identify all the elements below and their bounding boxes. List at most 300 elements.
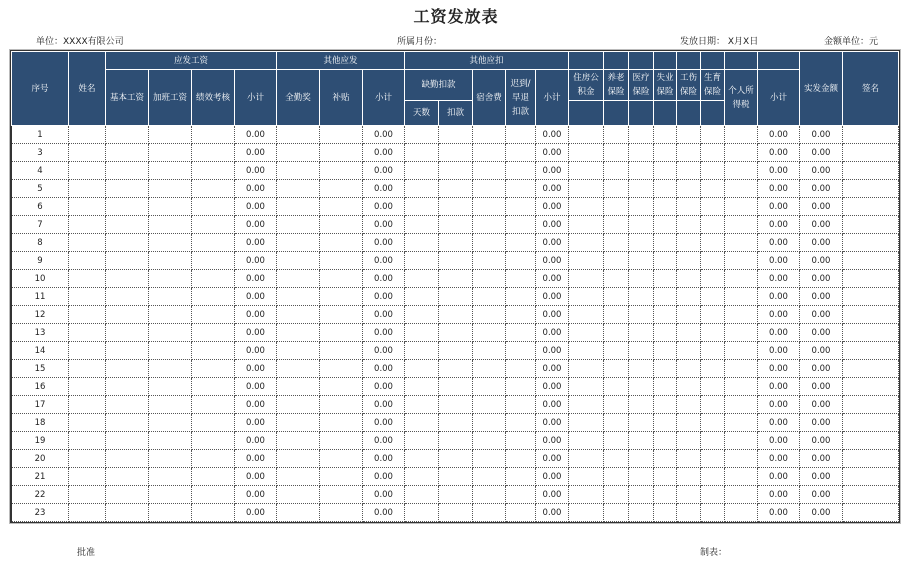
cell-subtotal[interactable]: 0.00 (536, 486, 569, 504)
cell-empty[interactable] (654, 342, 677, 360)
cell-empty[interactable] (677, 180, 701, 198)
cell-subtotal[interactable]: 0.00 (536, 198, 569, 216)
cell-empty[interactable] (506, 432, 536, 450)
cell-empty[interactable] (69, 288, 106, 306)
cell-net-pay[interactable]: 0.00 (800, 378, 843, 396)
cell-seq[interactable]: 5 (12, 180, 69, 198)
cell-empty[interactable] (69, 432, 106, 450)
cell-net-pay[interactable]: 0.00 (800, 234, 843, 252)
cell-subtotal[interactable]: 0.00 (758, 216, 800, 234)
cell-empty[interactable] (473, 252, 506, 270)
cell-empty[interactable] (701, 180, 725, 198)
cell-empty[interactable] (506, 324, 536, 342)
cell-subtotal[interactable]: 0.00 (363, 468, 405, 486)
cell-empty[interactable] (701, 270, 725, 288)
cell-empty[interactable] (106, 342, 149, 360)
cell-empty[interactable] (277, 342, 320, 360)
cell-empty[interactable] (506, 306, 536, 324)
cell-empty[interactable] (725, 504, 758, 522)
cell-empty[interactable] (701, 198, 725, 216)
cell-empty[interactable] (843, 288, 899, 306)
cell-empty[interactable] (106, 180, 149, 198)
cell-subtotal[interactable]: 0.00 (536, 324, 569, 342)
cell-subtotal[interactable]: 0.00 (363, 504, 405, 522)
cell-empty[interactable] (506, 252, 536, 270)
cell-empty[interactable] (506, 486, 536, 504)
cell-empty[interactable] (569, 324, 604, 342)
cell-empty[interactable] (654, 432, 677, 450)
cell-empty[interactable] (149, 162, 192, 180)
cell-subtotal[interactable]: 0.00 (536, 270, 569, 288)
cell-subtotal[interactable]: 0.00 (235, 180, 277, 198)
cell-net-pay[interactable]: 0.00 (800, 342, 843, 360)
cell-empty[interactable] (106, 216, 149, 234)
cell-empty[interactable] (629, 324, 654, 342)
cell-empty[interactable] (629, 486, 654, 504)
cell-empty[interactable] (192, 288, 235, 306)
cell-subtotal[interactable]: 0.00 (536, 216, 569, 234)
cell-empty[interactable] (320, 198, 363, 216)
cell-empty[interactable] (439, 288, 473, 306)
cell-empty[interactable] (604, 324, 629, 342)
cell-empty[interactable] (677, 126, 701, 144)
cell-empty[interactable] (843, 306, 899, 324)
cell-subtotal[interactable]: 0.00 (536, 468, 569, 486)
cell-empty[interactable] (629, 180, 654, 198)
cell-empty[interactable] (725, 468, 758, 486)
cell-empty[interactable] (192, 144, 235, 162)
cell-seq[interactable]: 17 (12, 396, 69, 414)
cell-empty[interactable] (654, 126, 677, 144)
cell-empty[interactable] (192, 198, 235, 216)
cell-subtotal[interactable]: 0.00 (235, 360, 277, 378)
cell-subtotal[interactable]: 0.00 (235, 378, 277, 396)
cell-net-pay[interactable]: 0.00 (800, 450, 843, 468)
cell-subtotal[interactable]: 0.00 (536, 450, 569, 468)
cell-empty[interactable] (604, 198, 629, 216)
cell-empty[interactable] (106, 414, 149, 432)
cell-empty[interactable] (405, 360, 439, 378)
cell-empty[interactable] (701, 216, 725, 234)
cell-subtotal[interactable]: 0.00 (758, 450, 800, 468)
cell-subtotal[interactable]: 0.00 (758, 342, 800, 360)
cell-empty[interactable] (843, 414, 899, 432)
cell-empty[interactable] (725, 432, 758, 450)
cell-empty[interactable] (629, 378, 654, 396)
cell-empty[interactable] (629, 306, 654, 324)
cell-subtotal[interactable]: 0.00 (363, 270, 405, 288)
cell-net-pay[interactable]: 0.00 (800, 504, 843, 522)
cell-net-pay[interactable]: 0.00 (800, 144, 843, 162)
cell-subtotal[interactable]: 0.00 (758, 288, 800, 306)
cell-empty[interactable] (701, 342, 725, 360)
cell-subtotal[interactable]: 0.00 (536, 252, 569, 270)
cell-subtotal[interactable]: 0.00 (536, 504, 569, 522)
cell-empty[interactable] (106, 270, 149, 288)
cell-subtotal[interactable]: 0.00 (758, 234, 800, 252)
cell-empty[interactable] (405, 270, 439, 288)
cell-empty[interactable] (654, 324, 677, 342)
cell-subtotal[interactable]: 0.00 (363, 306, 405, 324)
cell-subtotal[interactable]: 0.00 (235, 486, 277, 504)
cell-empty[interactable] (843, 324, 899, 342)
cell-empty[interactable] (843, 216, 899, 234)
cell-empty[interactable] (277, 504, 320, 522)
cell-empty[interactable] (405, 342, 439, 360)
cell-empty[interactable] (677, 252, 701, 270)
cell-empty[interactable] (277, 216, 320, 234)
cell-empty[interactable] (701, 414, 725, 432)
cell-empty[interactable] (320, 504, 363, 522)
cell-subtotal[interactable]: 0.00 (536, 180, 569, 198)
cell-empty[interactable] (473, 216, 506, 234)
cell-empty[interactable] (149, 306, 192, 324)
cell-empty[interactable] (677, 396, 701, 414)
cell-seq[interactable]: 9 (12, 252, 69, 270)
cell-empty[interactable] (604, 468, 629, 486)
cell-empty[interactable] (604, 486, 629, 504)
cell-subtotal[interactable]: 0.00 (758, 432, 800, 450)
cell-subtotal[interactable]: 0.00 (536, 396, 569, 414)
cell-net-pay[interactable]: 0.00 (800, 324, 843, 342)
cell-empty[interactable] (569, 396, 604, 414)
cell-empty[interactable] (701, 234, 725, 252)
cell-net-pay[interactable]: 0.00 (800, 432, 843, 450)
cell-empty[interactable] (149, 324, 192, 342)
cell-empty[interactable] (192, 396, 235, 414)
cell-empty[interactable] (725, 342, 758, 360)
cell-empty[interactable] (473, 306, 506, 324)
cell-empty[interactable] (69, 324, 106, 342)
cell-subtotal[interactable]: 0.00 (235, 270, 277, 288)
cell-net-pay[interactable]: 0.00 (800, 486, 843, 504)
cell-subtotal[interactable]: 0.00 (536, 342, 569, 360)
cell-empty[interactable] (569, 162, 604, 180)
cell-empty[interactable] (569, 216, 604, 234)
cell-empty[interactable] (405, 216, 439, 234)
cell-empty[interactable] (604, 396, 629, 414)
cell-empty[interactable] (569, 360, 604, 378)
cell-empty[interactable] (654, 504, 677, 522)
cell-empty[interactable] (69, 270, 106, 288)
cell-subtotal[interactable]: 0.00 (235, 396, 277, 414)
cell-empty[interactable] (604, 144, 629, 162)
cell-empty[interactable] (701, 504, 725, 522)
cell-empty[interactable] (277, 468, 320, 486)
cell-empty[interactable] (106, 396, 149, 414)
cell-empty[interactable] (629, 216, 654, 234)
cell-empty[interactable] (629, 432, 654, 450)
cell-empty[interactable] (106, 504, 149, 522)
cell-empty[interactable] (843, 396, 899, 414)
cell-empty[interactable] (569, 234, 604, 252)
cell-empty[interactable] (725, 198, 758, 216)
cell-seq[interactable]: 21 (12, 468, 69, 486)
cell-subtotal[interactable]: 0.00 (363, 396, 405, 414)
cell-empty[interactable] (69, 252, 106, 270)
cell-empty[interactable] (69, 162, 106, 180)
cell-empty[interactable] (106, 288, 149, 306)
cell-subtotal[interactable]: 0.00 (536, 306, 569, 324)
cell-net-pay[interactable]: 0.00 (800, 252, 843, 270)
cell-empty[interactable] (149, 468, 192, 486)
cell-empty[interactable] (604, 414, 629, 432)
cell-empty[interactable] (439, 252, 473, 270)
cell-empty[interactable] (604, 504, 629, 522)
cell-seq[interactable]: 14 (12, 342, 69, 360)
cell-empty[interactable] (506, 360, 536, 378)
cell-empty[interactable] (677, 234, 701, 252)
cell-empty[interactable] (320, 378, 363, 396)
cell-empty[interactable] (843, 270, 899, 288)
cell-empty[interactable] (405, 198, 439, 216)
cell-empty[interactable] (677, 144, 701, 162)
cell-empty[interactable] (69, 378, 106, 396)
cell-empty[interactable] (277, 486, 320, 504)
cell-empty[interactable] (629, 396, 654, 414)
cell-empty[interactable] (473, 144, 506, 162)
cell-empty[interactable] (149, 414, 192, 432)
cell-empty[interactable] (725, 270, 758, 288)
cell-empty[interactable] (149, 252, 192, 270)
cell-net-pay[interactable]: 0.00 (800, 180, 843, 198)
cell-seq[interactable]: 19 (12, 432, 69, 450)
cell-subtotal[interactable]: 0.00 (758, 378, 800, 396)
cell-empty[interactable] (629, 414, 654, 432)
cell-empty[interactable] (69, 144, 106, 162)
cell-empty[interactable] (277, 144, 320, 162)
cell-empty[interactable] (320, 252, 363, 270)
cell-net-pay[interactable]: 0.00 (800, 198, 843, 216)
cell-empty[interactable] (149, 180, 192, 198)
cell-empty[interactable] (629, 342, 654, 360)
cell-empty[interactable] (473, 450, 506, 468)
cell-empty[interactable] (843, 342, 899, 360)
cell-empty[interactable] (629, 252, 654, 270)
cell-empty[interactable] (654, 216, 677, 234)
cell-empty[interactable] (320, 234, 363, 252)
cell-empty[interactable] (320, 360, 363, 378)
cell-empty[interactable] (473, 342, 506, 360)
cell-empty[interactable] (192, 306, 235, 324)
cell-seq[interactable]: 18 (12, 414, 69, 432)
cell-empty[interactable] (843, 162, 899, 180)
cell-empty[interactable] (405, 324, 439, 342)
cell-empty[interactable] (320, 486, 363, 504)
cell-empty[interactable] (405, 432, 439, 450)
cell-empty[interactable] (192, 342, 235, 360)
cell-empty[interactable] (106, 306, 149, 324)
cell-empty[interactable] (473, 234, 506, 252)
cell-empty[interactable] (473, 324, 506, 342)
cell-empty[interactable] (106, 162, 149, 180)
cell-empty[interactable] (569, 486, 604, 504)
cell-subtotal[interactable]: 0.00 (363, 126, 405, 144)
cell-empty[interactable] (149, 378, 192, 396)
cell-empty[interactable] (439, 486, 473, 504)
cell-empty[interactable] (277, 126, 320, 144)
cell-subtotal[interactable]: 0.00 (363, 450, 405, 468)
cell-empty[interactable] (843, 468, 899, 486)
cell-subtotal[interactable]: 0.00 (363, 252, 405, 270)
cell-subtotal[interactable]: 0.00 (363, 198, 405, 216)
cell-empty[interactable] (604, 216, 629, 234)
cell-subtotal[interactable]: 0.00 (758, 414, 800, 432)
cell-empty[interactable] (106, 360, 149, 378)
cell-empty[interactable] (439, 504, 473, 522)
cell-empty[interactable] (473, 180, 506, 198)
cell-empty[interactable] (843, 234, 899, 252)
cell-empty[interactable] (677, 504, 701, 522)
cell-empty[interactable] (277, 270, 320, 288)
cell-empty[interactable] (725, 126, 758, 144)
cell-subtotal[interactable]: 0.00 (235, 126, 277, 144)
cell-empty[interactable] (277, 288, 320, 306)
cell-subtotal[interactable]: 0.00 (235, 468, 277, 486)
cell-subtotal[interactable]: 0.00 (235, 216, 277, 234)
cell-subtotal[interactable]: 0.00 (235, 252, 277, 270)
cell-empty[interactable] (320, 324, 363, 342)
cell-empty[interactable] (843, 252, 899, 270)
cell-empty[interactable] (843, 180, 899, 198)
cell-empty[interactable] (506, 144, 536, 162)
cell-empty[interactable] (629, 450, 654, 468)
cell-empty[interactable] (69, 234, 106, 252)
cell-empty[interactable] (149, 216, 192, 234)
cell-empty[interactable] (569, 378, 604, 396)
cell-empty[interactable] (192, 414, 235, 432)
cell-empty[interactable] (405, 288, 439, 306)
cell-subtotal[interactable]: 0.00 (235, 342, 277, 360)
cell-empty[interactable] (604, 432, 629, 450)
cell-empty[interactable] (439, 360, 473, 378)
cell-empty[interactable] (701, 144, 725, 162)
cell-empty[interactable] (192, 180, 235, 198)
cell-seq[interactable]: 20 (12, 450, 69, 468)
cell-subtotal[interactable]: 0.00 (758, 270, 800, 288)
cell-empty[interactable] (677, 378, 701, 396)
cell-subtotal[interactable]: 0.00 (758, 306, 800, 324)
cell-empty[interactable] (604, 378, 629, 396)
cell-empty[interactable] (439, 324, 473, 342)
cell-empty[interactable] (725, 216, 758, 234)
cell-empty[interactable] (629, 162, 654, 180)
cell-empty[interactable] (701, 432, 725, 450)
cell-empty[interactable] (629, 504, 654, 522)
cell-subtotal[interactable]: 0.00 (235, 144, 277, 162)
cell-empty[interactable] (677, 216, 701, 234)
cell-empty[interactable] (405, 252, 439, 270)
cell-empty[interactable] (405, 378, 439, 396)
cell-empty[interactable] (843, 360, 899, 378)
cell-empty[interactable] (405, 450, 439, 468)
cell-subtotal[interactable]: 0.00 (536, 234, 569, 252)
cell-empty[interactable] (106, 324, 149, 342)
cell-empty[interactable] (677, 162, 701, 180)
cell-empty[interactable] (654, 468, 677, 486)
cell-empty[interactable] (654, 396, 677, 414)
cell-empty[interactable] (106, 486, 149, 504)
cell-empty[interactable] (506, 378, 536, 396)
cell-empty[interactable] (320, 342, 363, 360)
cell-empty[interactable] (725, 360, 758, 378)
cell-subtotal[interactable]: 0.00 (536, 144, 569, 162)
cell-empty[interactable] (473, 198, 506, 216)
cell-empty[interactable] (506, 288, 536, 306)
cell-empty[interactable] (629, 126, 654, 144)
cell-empty[interactable] (569, 126, 604, 144)
cell-empty[interactable] (629, 198, 654, 216)
cell-empty[interactable] (439, 450, 473, 468)
cell-empty[interactable] (149, 288, 192, 306)
cell-empty[interactable] (192, 324, 235, 342)
cell-empty[interactable] (506, 162, 536, 180)
cell-empty[interactable] (192, 234, 235, 252)
cell-subtotal[interactable]: 0.00 (758, 126, 800, 144)
cell-empty[interactable] (277, 450, 320, 468)
cell-empty[interactable] (701, 378, 725, 396)
cell-empty[interactable] (654, 144, 677, 162)
cell-empty[interactable] (69, 360, 106, 378)
cell-empty[interactable] (439, 432, 473, 450)
cell-seq[interactable]: 10 (12, 270, 69, 288)
cell-empty[interactable] (149, 360, 192, 378)
cell-subtotal[interactable]: 0.00 (363, 486, 405, 504)
cell-empty[interactable] (725, 288, 758, 306)
cell-net-pay[interactable]: 0.00 (800, 306, 843, 324)
cell-empty[interactable] (677, 288, 701, 306)
cell-empty[interactable] (654, 360, 677, 378)
cell-empty[interactable] (320, 144, 363, 162)
cell-empty[interactable] (569, 270, 604, 288)
cell-empty[interactable] (320, 126, 363, 144)
cell-subtotal[interactable]: 0.00 (363, 414, 405, 432)
cell-subtotal[interactable]: 0.00 (363, 288, 405, 306)
cell-seq[interactable]: 15 (12, 360, 69, 378)
cell-subtotal[interactable]: 0.00 (758, 504, 800, 522)
cell-empty[interactable] (677, 306, 701, 324)
cell-empty[interactable] (439, 270, 473, 288)
cell-empty[interactable] (569, 414, 604, 432)
cell-subtotal[interactable]: 0.00 (235, 324, 277, 342)
cell-subtotal[interactable]: 0.00 (536, 378, 569, 396)
cell-empty[interactable] (149, 450, 192, 468)
cell-empty[interactable] (192, 216, 235, 234)
cell-empty[interactable] (725, 252, 758, 270)
cell-empty[interactable] (277, 180, 320, 198)
cell-empty[interactable] (405, 126, 439, 144)
cell-empty[interactable] (506, 126, 536, 144)
cell-empty[interactable] (277, 324, 320, 342)
cell-empty[interactable] (629, 288, 654, 306)
cell-empty[interactable] (277, 378, 320, 396)
cell-subtotal[interactable]: 0.00 (758, 360, 800, 378)
cell-empty[interactable] (277, 252, 320, 270)
cell-empty[interactable] (320, 468, 363, 486)
cell-empty[interactable] (701, 486, 725, 504)
cell-empty[interactable] (439, 306, 473, 324)
cell-subtotal[interactable]: 0.00 (758, 198, 800, 216)
cell-subtotal[interactable]: 0.00 (235, 198, 277, 216)
cell-empty[interactable] (701, 252, 725, 270)
cell-seq[interactable]: 7 (12, 216, 69, 234)
cell-empty[interactable] (405, 468, 439, 486)
cell-subtotal[interactable]: 0.00 (235, 288, 277, 306)
cell-empty[interactable] (677, 324, 701, 342)
cell-empty[interactable] (439, 198, 473, 216)
cell-empty[interactable] (69, 126, 106, 144)
cell-empty[interactable] (473, 162, 506, 180)
